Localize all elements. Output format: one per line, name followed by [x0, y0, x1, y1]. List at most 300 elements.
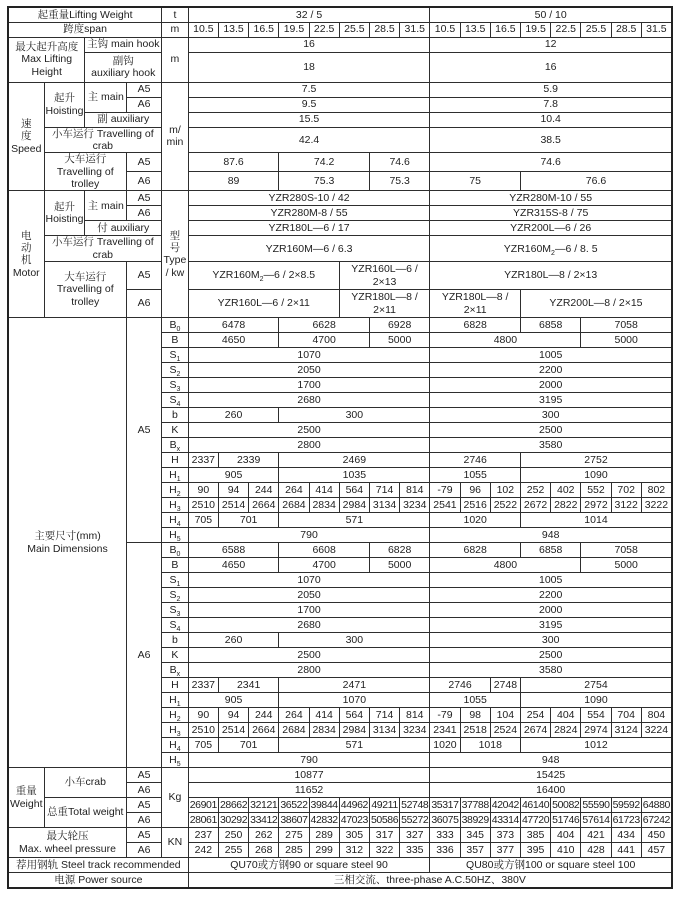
dim-b: B — [162, 333, 189, 348]
main-label: 主 main — [85, 82, 127, 112]
value-cell: 1055 — [430, 693, 521, 708]
value-cell: 254 — [520, 708, 550, 723]
value-cell: 50082 — [552, 798, 580, 811]
grade-a6: A6 — [126, 813, 161, 828]
value-cell: 18 — [188, 52, 430, 82]
value-cell: 2000 — [430, 603, 672, 618]
value-cell: 37788 — [461, 798, 489, 811]
unit-m: m — [162, 37, 189, 82]
value-cell: 5000 — [369, 333, 429, 348]
value-cell: 7.8 — [430, 97, 672, 112]
value-cell: 385 — [520, 828, 550, 843]
value-cell: 322 — [369, 843, 399, 858]
value-cell: 2500 — [430, 648, 672, 663]
value-cell: 5.9 — [430, 82, 672, 97]
value-cell: 1014 — [520, 513, 672, 528]
value-cell: 2000 — [430, 378, 672, 393]
dim-h4: $H_4$ — [162, 513, 189, 528]
value-cell: 38.5 — [430, 127, 672, 153]
value-cell: 30292 — [219, 813, 248, 826]
dim-h5: $H_5$ — [162, 753, 189, 768]
value-cell: 10.5 — [430, 22, 460, 37]
value-cell: 50586 — [370, 813, 399, 826]
row-wheel-pressure-a5 — [8, 828, 672, 843]
dim-s4: $S_4$ — [162, 618, 189, 633]
value-cell: 2541 — [430, 498, 460, 513]
value-cell: 2341 — [430, 723, 460, 738]
value-cell: 22.5 — [309, 22, 339, 37]
value-cell: YZR180L—8 / 2×13 — [430, 262, 672, 290]
value-cell: 2200 — [430, 363, 672, 378]
dim-k: K — [162, 423, 189, 438]
value-cell: 2337 — [188, 678, 218, 693]
value-cell: 1070 — [188, 348, 430, 363]
value-cell: 94 — [218, 483, 248, 498]
value-cell: 404 — [551, 828, 581, 843]
value-cell: 1020 — [430, 738, 460, 753]
value-cell: 2984 — [339, 723, 369, 738]
span-label: 跨度span — [8, 22, 162, 37]
dim-k: K — [162, 648, 189, 663]
grade-a6: A6 — [126, 97, 161, 112]
value-cell: 260 — [188, 408, 279, 423]
value-cell: 242 — [188, 843, 218, 858]
value-cell: 31.5 — [400, 22, 430, 37]
value-cell: 43314 — [491, 813, 519, 826]
value-cell: 237 — [188, 828, 218, 843]
row-speed-hoist-a5 — [8, 82, 672, 97]
dim-h: H — [162, 678, 189, 693]
grade-a6: A6 — [126, 843, 161, 858]
value-cell: 3580 — [430, 663, 672, 678]
dim-h2: $H_2$ — [162, 483, 189, 498]
capacity-32-5: 32 / 5 — [188, 7, 430, 22]
value-cell: 96 — [460, 483, 490, 498]
value-cell: 554 — [581, 708, 611, 723]
value-cell: 12 — [430, 37, 672, 52]
value-cell: 300 — [279, 633, 430, 648]
value-cell: 2684 — [279, 723, 309, 738]
unit-tonnes: t — [162, 7, 189, 22]
main-dimensions-label: 主要尺寸(mm) Main Dimensions — [8, 318, 126, 768]
value-cell: 47720 — [521, 813, 550, 826]
value-cell: 3234 — [400, 498, 430, 513]
value-cell: 802 — [641, 483, 672, 498]
value-cell: 2339 — [218, 453, 278, 468]
value-cell: 704 — [611, 708, 641, 723]
value-cell: 300 — [279, 408, 430, 423]
grade-a5: A5 — [126, 828, 161, 843]
value-cell: 2680 — [188, 618, 430, 633]
main-hook-label: 主钩 main hook — [85, 37, 162, 52]
value-cell: 5000 — [581, 558, 672, 573]
value-cell: 275 — [279, 828, 309, 843]
value-cell: 1090 — [520, 693, 672, 708]
value-cell: 2664 — [249, 498, 279, 513]
unit-m: m — [162, 22, 189, 37]
value-cell: 404 — [551, 708, 581, 723]
value-cell: 701 — [218, 738, 278, 753]
value-cell: 2522 — [490, 498, 520, 513]
motor-group-label: 电 动 机 Motor — [8, 191, 44, 318]
dim-s2: $S_2$ — [162, 363, 189, 378]
value-cell: 74.6 — [430, 153, 672, 172]
value-cell: 25.5 — [339, 22, 369, 37]
value-cell: 2050 — [188, 588, 430, 603]
value-cell: 90 — [188, 708, 218, 723]
value-cell: 98 — [460, 708, 490, 723]
value-cell: 51746 — [552, 813, 580, 826]
steel-track-right: QU80或方钢100 or square steel 100 — [430, 858, 672, 873]
row-motor-aux — [8, 221, 672, 236]
dim-b0: $B_0$ — [162, 318, 189, 333]
value-cell: YZR160L—6 / 2×13 — [339, 262, 430, 290]
grade-a6: A6 — [126, 172, 161, 191]
dim-b: B — [162, 558, 189, 573]
value-cell: 705 — [188, 513, 218, 528]
dim-bb: b — [162, 408, 189, 423]
value-cell: 262 — [249, 828, 279, 843]
value-cell: 67242 — [641, 813, 672, 828]
value-cell: 552 — [581, 483, 611, 498]
dim-h5: $H_5$ — [162, 528, 189, 543]
spec-table — [7, 6, 673, 889]
value-cell: 571 — [279, 738, 430, 753]
value-cell: 2754 — [520, 678, 672, 693]
value-cell: 6628 — [279, 318, 370, 333]
value-cell: 13.5 — [218, 22, 248, 37]
value-cell: 2518 — [460, 723, 490, 738]
value-cell: 22.5 — [551, 22, 581, 37]
value-cell: 1070 — [279, 693, 430, 708]
value-cell: 790 — [188, 528, 430, 543]
dim-h2: $H_2$ — [162, 708, 189, 723]
value-cell: 327 — [400, 828, 430, 843]
value-cell: 264 — [279, 483, 309, 498]
steel-track-label: 荐用钢轨 Steel track recommended — [8, 858, 188, 873]
power-source-value: 三相交流、three-phase A.C.50HZ、380V — [188, 873, 672, 888]
value-cell: 1090 — [520, 468, 672, 483]
value-cell: YZR315S-8 / 75 — [430, 206, 672, 221]
value-cell: 3195 — [430, 393, 672, 408]
value-cell: 26901 — [189, 798, 217, 811]
value-cell: 421 — [581, 828, 611, 843]
value-cell: 1070 — [188, 573, 430, 588]
value-cell: 36522 — [280, 798, 308, 811]
value-cell: 7.5 — [188, 82, 430, 97]
value-cell: -79 — [430, 708, 460, 723]
value-cell: 38929 — [461, 813, 489, 826]
value-cell: 7058 — [581, 543, 672, 558]
value-cell: 6928 — [369, 318, 429, 333]
value-cell: 16.5 — [490, 22, 520, 37]
value-cell: 46140 — [521, 798, 550, 811]
value-cell: 790 — [188, 753, 430, 768]
value-cell: 57614 — [582, 813, 610, 826]
value-cell: 2746 — [430, 678, 490, 693]
dim-h: H — [162, 453, 189, 468]
value-cell: 705 — [188, 738, 218, 753]
value-cell: 336 — [430, 843, 460, 858]
value-cell: 260 — [188, 633, 279, 648]
value-cell: 2822 — [551, 498, 581, 513]
value-cell: 395 — [520, 843, 550, 858]
value-cell: 701 — [218, 513, 278, 528]
trolley-travel-label: 大车运行 Travelling of trolley — [44, 262, 126, 318]
value-cell: 28.5 — [369, 22, 399, 37]
value-cell: 1005 — [430, 573, 672, 588]
value-cell: 75.3 — [369, 172, 429, 191]
value-cell: 252 — [520, 483, 550, 498]
value-cell: 9.5 — [188, 97, 430, 112]
value-cell: 255 — [218, 843, 248, 858]
value-cell: 6828 — [369, 543, 429, 558]
value-cell: 402 — [551, 483, 581, 498]
total-weight-label: 总重Total weight — [44, 798, 126, 828]
unit-kg: Kg — [162, 768, 189, 828]
value-cell: 948 — [430, 753, 672, 768]
value-cell: 6828 — [430, 543, 521, 558]
value-cell: YZR160L—6 / 2×11 — [188, 290, 339, 318]
value-cell: 75.3 — [279, 172, 370, 191]
value-cell: 3122 — [611, 498, 641, 513]
value-cell: 2050 — [188, 363, 430, 378]
value-cell: 64880 — [641, 798, 672, 813]
value-cell: 6478 — [188, 318, 279, 333]
speed-group-label: 速 度 Speed — [8, 82, 44, 191]
value-cell: 373 — [490, 828, 520, 843]
value-cell: 564 — [339, 483, 369, 498]
row-steel-track — [8, 858, 672, 873]
value-cell: 2834 — [309, 723, 339, 738]
value-cell: 905 — [188, 693, 279, 708]
value-cell: 55272 — [401, 813, 429, 826]
value-cell: YZR280S-10 / 42 — [188, 191, 430, 206]
value-cell: 357 — [460, 843, 490, 858]
value-cell: 814 — [400, 483, 430, 498]
dim-s1: $S_1$ — [162, 348, 189, 363]
value-cell: 16 — [188, 37, 430, 52]
dim-s3: $S_3$ — [162, 603, 189, 618]
crab-travel-label: 小车运行 Travelling of crab — [44, 127, 162, 153]
value-cell: 1700 — [188, 603, 430, 618]
value-cell: 410 — [551, 843, 581, 858]
value-cell: 312 — [339, 843, 369, 858]
dim-bx: $B_x$ — [162, 438, 189, 453]
value-cell: 35317 — [431, 798, 459, 811]
value-cell: 47023 — [340, 813, 368, 826]
value-cell: 333 — [430, 828, 460, 843]
row-motor-hoist-a5 — [8, 191, 672, 206]
value-cell: 49211 — [371, 798, 398, 811]
value-cell: 1055 — [430, 468, 521, 483]
value-cell: 4800 — [430, 333, 581, 348]
value-cell: 33412 — [250, 813, 278, 826]
value-cell: 264 — [279, 708, 309, 723]
value-cell: YZR280M-8 / 55 — [188, 206, 430, 221]
value-cell: 76.6 — [520, 172, 672, 191]
row-main-hook — [8, 37, 672, 52]
lifting-weight-label: 起重量Lifting Weight — [8, 7, 162, 22]
value-cell: YZR280M-10 / 55 — [430, 191, 672, 206]
value-cell: 2516 — [460, 498, 490, 513]
value-cell: 5000 — [581, 333, 672, 348]
grade-a6: A6 — [126, 206, 161, 221]
value-cell: 1005 — [430, 348, 672, 363]
value-cell: 2500 — [188, 648, 430, 663]
aux-label: 副 auxiliary — [85, 112, 162, 127]
value-cell: 61723 — [612, 813, 640, 826]
row-weight-crab-a5 — [8, 768, 672, 783]
value-cell: 44962 — [340, 798, 368, 811]
value-cell: 6828 — [430, 318, 521, 333]
hoisting-label: 起升 Hoisting — [44, 191, 85, 236]
value-cell: 1012 — [520, 738, 672, 753]
value-cell: 104 — [490, 708, 520, 723]
value-cell: 414 — [309, 483, 339, 498]
dim-s4: $S_4$ — [162, 393, 189, 408]
dim-s1: $S_1$ — [162, 573, 189, 588]
value-cell: $YZR160M_2—6 / 8$. 5 — [430, 236, 672, 262]
dim-bb: b — [162, 633, 189, 648]
value-cell: 2800 — [188, 438, 430, 453]
value-cell: 3134 — [369, 723, 399, 738]
value-cell: YZR180L—8 / 2×11 — [430, 290, 521, 318]
dim-h4: $H_4$ — [162, 738, 189, 753]
value-cell: 36075 — [431, 813, 459, 826]
value-cell: 268 — [249, 843, 279, 858]
value-cell: 74.6 — [369, 153, 429, 172]
value-cell: 15425 — [430, 768, 672, 783]
capacity-50-10: 50 / 10 — [430, 7, 672, 22]
value-cell: 434 — [611, 828, 641, 843]
value-cell: 714 — [369, 483, 399, 498]
row-lifting-weight — [8, 7, 672, 22]
row-span — [8, 22, 672, 37]
grade-a5: A5 — [126, 798, 161, 813]
value-cell: 714 — [369, 708, 399, 723]
value-cell: 4650 — [188, 333, 279, 348]
value-cell: -79 — [430, 483, 460, 498]
value-cell: 305 — [339, 828, 369, 843]
value-cell: YZR200L—8 / 2×15 — [520, 290, 672, 318]
value-cell: 42042 — [491, 798, 519, 811]
value-cell: 75 — [430, 172, 521, 191]
value-cell: 4700 — [279, 558, 370, 573]
value-cell: 2984 — [339, 498, 369, 513]
value-cell: 5000 — [369, 558, 429, 573]
value-cell: 39844 — [310, 798, 338, 811]
dim-h3: $H_3$ — [162, 498, 189, 513]
value-cell: 42832 — [310, 813, 338, 826]
value-cell: 10.5 — [188, 22, 218, 37]
value-cell: 4650 — [188, 558, 279, 573]
value-cell: 450 — [641, 828, 672, 843]
value-cell: 2469 — [279, 453, 430, 468]
value-cell: 2972 — [581, 498, 611, 513]
value-cell: 25.5 — [581, 22, 611, 37]
value-cell: 6588 — [188, 543, 279, 558]
value-cell: 2664 — [249, 723, 279, 738]
value-cell: 6858 — [520, 543, 580, 558]
dim-s2: $S_2$ — [162, 588, 189, 603]
value-cell: 28662 — [219, 798, 248, 811]
value-cell: 1018 — [460, 738, 520, 753]
value-cell: 2834 — [309, 498, 339, 513]
dim-h1: $H_1$ — [162, 468, 189, 483]
value-cell: YZR180L—6 / 17 — [188, 221, 430, 236]
row-motor-trolley-a5 — [8, 262, 672, 290]
main-label: 主 main — [85, 191, 127, 221]
unit-m-min: m/ min — [162, 82, 189, 191]
value-cell: 4700 — [279, 333, 370, 348]
value-cell: 16400 — [430, 783, 672, 798]
value-cell: 19.5 — [520, 22, 550, 37]
steel-track-left: QU70或方钢90 or square steel 90 — [188, 858, 430, 873]
value-cell: 2510 — [188, 498, 218, 513]
value-cell: 414 — [309, 708, 339, 723]
unit-kn: KN — [162, 828, 189, 858]
value-cell: 31.5 — [641, 22, 672, 37]
value-cell: 28061 — [189, 813, 217, 826]
value-cell: 289 — [309, 828, 339, 843]
dim-h3: $H_3$ — [162, 723, 189, 738]
grade-a5: A5 — [126, 262, 161, 290]
dim-h1: $H_1$ — [162, 693, 189, 708]
value-cell: 87.6 — [188, 153, 279, 172]
value-cell: 2341 — [218, 678, 278, 693]
value-cell: 2674 — [520, 723, 550, 738]
row-motor-crab — [8, 236, 672, 262]
value-cell: 2471 — [279, 678, 430, 693]
value-cell: 13.5 — [460, 22, 490, 37]
value-cell: 441 — [611, 843, 641, 858]
crab-weight-label: 小车crab — [44, 768, 126, 798]
value-cell: 285 — [279, 843, 309, 858]
value-cell: 3234 — [400, 723, 430, 738]
value-cell: 55590 — [582, 798, 610, 811]
hoisting-label: 起升 Hoisting — [44, 82, 85, 127]
value-cell: 52748 — [401, 798, 429, 811]
row-speed-trolley-a5 — [8, 153, 672, 172]
dim-b0: $B_0$ — [162, 543, 189, 558]
value-cell: 2500 — [188, 423, 430, 438]
grade-a5: A5 — [126, 318, 161, 543]
value-cell: 10877 — [188, 768, 430, 783]
value-cell: 2748 — [490, 678, 520, 693]
value-cell: 7058 — [581, 318, 672, 333]
row-speed-aux — [8, 112, 672, 127]
aux-hook-label: 副钩 auxiliary hook — [85, 52, 162, 82]
value-cell: 89 — [188, 172, 279, 191]
value-cell: 4800 — [430, 558, 581, 573]
value-cell: 2672 — [520, 498, 550, 513]
aux-label: 付 auxiliary — [85, 221, 162, 236]
grade-a5: A5 — [126, 82, 161, 97]
value-cell: 2680 — [188, 393, 430, 408]
crab-travel-label: 小车运行 Travelling of crab — [44, 236, 162, 262]
row-aux-hook — [8, 52, 672, 82]
value-cell: 2824 — [551, 723, 581, 738]
weight-group-label: 重量 Weight — [8, 768, 44, 828]
value-cell: 2510 — [188, 723, 218, 738]
value-cell: 6608 — [279, 543, 370, 558]
value-cell: YZR180L—8 / 2×11 — [339, 290, 430, 318]
value-cell: 102 — [490, 483, 520, 498]
value-cell: 335 — [400, 843, 430, 858]
value-cell: 10.4 — [430, 112, 672, 127]
value-cell: 564 — [339, 708, 369, 723]
